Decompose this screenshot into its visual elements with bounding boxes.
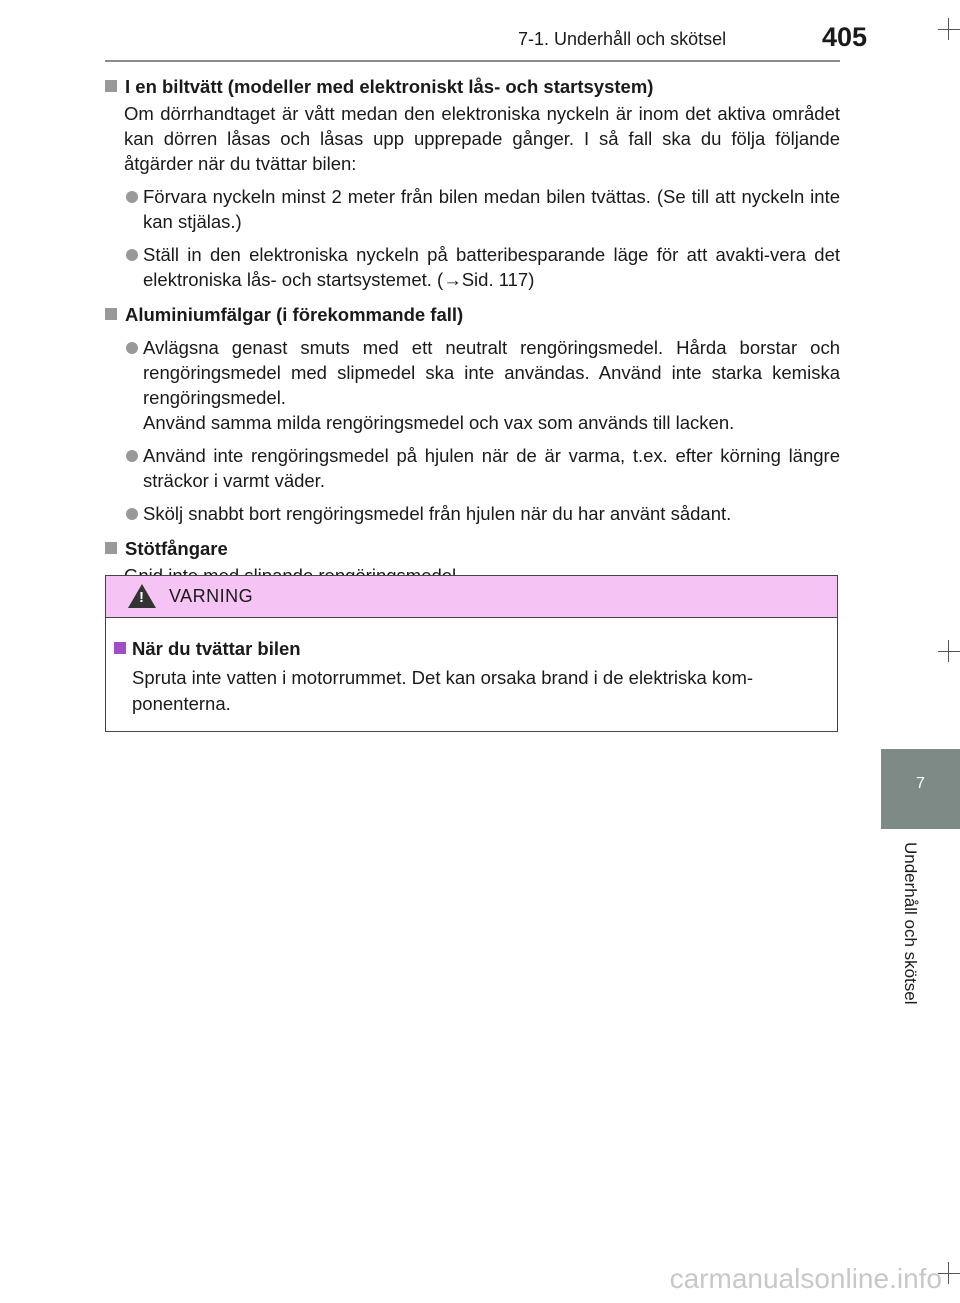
wheels-bullet-extra: Använd samma milda rengöringsmedel och vax som används till lacken. — [143, 412, 735, 433]
wheels-heading — [105, 302, 840, 327]
warning-heading — [114, 636, 829, 662]
bullet-dot-icon — [126, 249, 138, 261]
page-content — [105, 70, 840, 588]
wheels-bullet — [105, 335, 840, 435]
carwash-heading — [105, 74, 840, 99]
header-rule — [105, 60, 840, 62]
square-marker-icon — [105, 542, 117, 554]
carwash-bullet-text: Förvara nyckeln minst 2 meter från bilen medan bilen tvättas. (Se till att nyckeln inte kan stjälas.) — [143, 186, 840, 232]
warning-body — [106, 618, 837, 717]
square-marker-icon — [105, 80, 117, 92]
warning-title: När du tvättar bilen — [132, 638, 301, 659]
wheels-bullet-text: Avlägsna genast smuts med ett neutralt rengöringsmedel. Hårda borstar och rengöringsmedel med slipmedel ska inte användas. Använd inte starka kemiska rengöringsmedel. — [143, 337, 840, 408]
warning-triangle-icon — [128, 584, 156, 608]
bullet-dot-icon — [126, 191, 138, 203]
section-title: 7-1. Underhåll och skötsel — [518, 29, 727, 49]
page-number: 405 — [822, 22, 868, 52]
wheels-bullet — [105, 443, 840, 493]
chapter-tab — [881, 749, 960, 829]
wheels-bullet-text: Skölj snabbt bort rengöringsmedel från hjulen när du har använt sådant. — [143, 503, 732, 524]
watermark: carmanualsonline.info — [669, 1263, 942, 1294]
square-marker-icon — [114, 642, 126, 654]
crop-mark-top-h — [938, 29, 960, 30]
bumpers-title: Stötfångare — [125, 538, 228, 559]
page-header — [0, 0, 960, 62]
carwash-bullet — [105, 242, 840, 292]
warning-box — [105, 575, 838, 732]
bumpers-heading — [105, 536, 840, 561]
chapter-number: 7 — [916, 775, 925, 792]
chapter-vertical-title: Underhåll och skötsel — [901, 842, 920, 1005]
carwash-intro: Om dörrhandtaget är vått medan den elektroniska nyckeln är inom det aktiva området kan dörren låsas och låsas upp upprepade gånger. I så fall ska du följa följande åtgärder när du tvättar bilen: — [124, 103, 840, 174]
bullet-dot-icon — [126, 450, 138, 462]
crop-mark-mid-h — [938, 651, 960, 652]
bullet-dot-icon — [126, 342, 138, 354]
wheels-bullet — [105, 501, 840, 526]
warning-header — [106, 576, 837, 618]
carwash-title: I en biltvätt (modeller med elektroniskt lås- och startsystem) — [125, 76, 654, 97]
carwash-bullet — [105, 184, 840, 234]
carwash-bullet-text: Ställ in den elektroniska nyckeln på batteribesparande läge för att avakti-vera det elektroniska lås- och startsystemet. (→Sid. 117) — [143, 244, 840, 290]
square-marker-icon — [105, 308, 117, 320]
bullet-dot-icon — [126, 508, 138, 520]
warning-label: VARNING — [169, 586, 254, 606]
wheels-bullet-text: Använd inte rengöringsmedel på hjulen när de är varma, t.ex. efter körning längre sträckor i varmt väder. — [143, 445, 840, 491]
wheels-title: Aluminiumfälgar (i förekommande fall) — [125, 304, 464, 325]
warning-text: Spruta inte vatten i motorrummet. Det kan orsaka brand i de elektriska kom-ponenterna. — [132, 667, 754, 714]
